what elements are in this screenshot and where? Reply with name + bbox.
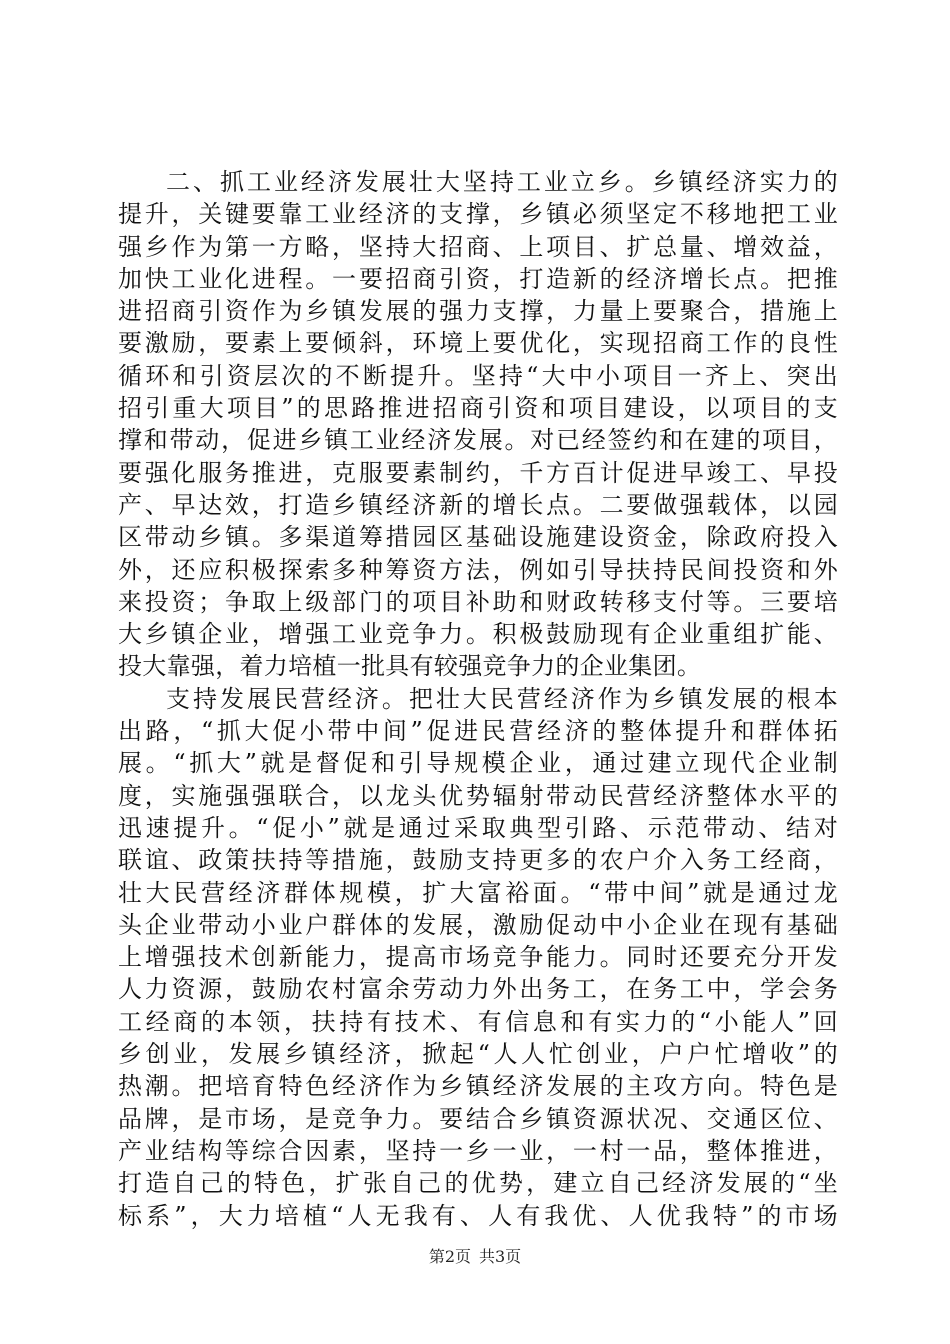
text-line: 产、早达效，打造乡镇经济新的增长点。二要做强载体，以园 bbox=[118, 490, 838, 519]
page-number: 第2页 bbox=[428, 1247, 471, 1266]
text-line: 标系”，大力培植“人无我有、人有我优、人优我特”的市场 bbox=[118, 1201, 838, 1230]
text-line: 二、抓工业经济发展壮大坚持工业立乡。乡镇经济实力的 bbox=[166, 168, 838, 196]
text-line: 投大靠强，着力培植一批具有较强竞争力的企业集团。 bbox=[118, 652, 702, 681]
text-line: 出路，“抓大促小带中间”促进民营经济的整体提升和群体拓 bbox=[118, 717, 838, 746]
text-line: 工经商的本领，扶持有技术、有信息和有实力的“小能人”回 bbox=[118, 1007, 838, 1036]
text-line: 度，实施强强联合，以龙头优势辐射带动民营经济整体水平的 bbox=[118, 781, 838, 810]
text-line: 产业结构等综合因素，坚持一乡一业，一村一品，整体推进， bbox=[118, 1136, 838, 1165]
text-line: 加快工业化进程。一要招商引资，打造新的经济增长点。把推 bbox=[118, 264, 838, 293]
text-line: 外，还应积极探索多种筹资方法，例如引导扶持民间投资和外 bbox=[118, 555, 838, 584]
text-line: 来投资；争取上级部门的项目补助和财政转移支付等。三要培 bbox=[118, 587, 838, 616]
text-line: 人力资源，鼓励农村富余劳动力外出务工，在务工中，学会务 bbox=[118, 975, 838, 1004]
text-line: 要强化服务推进，克服要素制约，千方百计促进早竣工、早投 bbox=[118, 458, 838, 487]
text-line: 上增强技术创新能力，提高市场竞争能力。同时还要充分开发 bbox=[118, 943, 838, 972]
text-line: 循环和引资层次的不断提升。坚持“大中小项目一齐上、突出 bbox=[118, 361, 838, 390]
text-line: 品牌，是市场，是竞争力。要结合乡镇资源状况、交通区位、 bbox=[118, 1104, 838, 1133]
text-line: 迅速提升。“促小”就是通过采取典型引路、示范带动、结对 bbox=[118, 813, 838, 842]
text-line: 展。“抓大”就是督促和引导规模企业，通过建立现代企业制 bbox=[118, 749, 838, 778]
text-line: 招引重大项目”的思路推进招商引资和项目建设，以项目的支 bbox=[118, 394, 838, 423]
text-line: 支持发展民营经济。把壮大民营经济作为乡镇发展的根本 bbox=[166, 684, 838, 713]
paragraph-1 bbox=[118, 166, 838, 683]
text-line: 进招商引资作为乡镇发展的强力支撑，力量上要聚合，措施上 bbox=[118, 297, 838, 326]
document-body bbox=[118, 166, 838, 1232]
paragraph-2 bbox=[118, 683, 838, 1232]
text-line: 强乡作为第一方略，坚持大招商、上项目、扩总量、增效益， bbox=[118, 232, 838, 261]
text-line: 要激励，要素上要倾斜，环境上要优化，实现招商工作的良性 bbox=[118, 329, 838, 358]
text-line: 大乡镇企业，增强工业竞争力。积极鼓励现有企业重组扩能、 bbox=[118, 620, 838, 649]
text-line: 撑和带动，促进乡镇工业经济发展。对已经签约和在建的项目， bbox=[118, 426, 838, 455]
text-line: 热潮。把培育特色经济作为乡镇经济发展的主攻方向。特色是 bbox=[118, 1072, 838, 1101]
text-line: 区带动乡镇。多渠道筹措园区基础设施建设资金，除政府投入 bbox=[118, 523, 838, 552]
text-line: 壮大民营经济群体规模，扩大富裕面。“带中间”就是通过龙 bbox=[118, 878, 838, 907]
page-footer bbox=[0, 1247, 950, 1267]
text-line: 打造自己的特色，扩张自己的优势，建立自己经济发展的“坐 bbox=[118, 1169, 838, 1198]
text-line: 提升，关键要靠工业经济的支撑，乡镇必须坚定不移地把工业 bbox=[118, 200, 838, 229]
text-line: 乡创业，发展乡镇经济，掀起“人人忙创业，户户忙增收”的 bbox=[118, 1040, 838, 1069]
page-total: 共3页 bbox=[479, 1247, 522, 1266]
text-line: 头企业带动小业户群体的发展，激励促动中小企业在现有基础 bbox=[118, 910, 838, 939]
text-line: 联谊、政策扶持等措施，鼓励支持更多的农户介入务工经商， bbox=[118, 846, 838, 875]
